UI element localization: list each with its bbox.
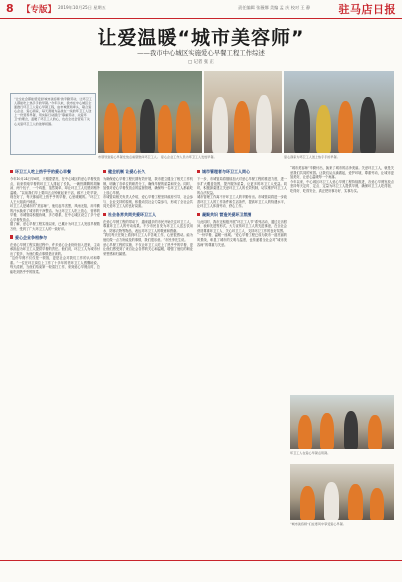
article-column-4 <box>290 166 394 391</box>
paragraph: 在爱心早餐工程实施过程中，许多爱心企业纷纷加入进来，主动承担起为环卫工人提供早餐的责任。他们说，环卫工人为城市付出了很多，为他们做点事情是应该的。 <box>10 242 100 256</box>
section-subheading: 健全机制 让爱心长久 <box>103 169 193 174</box>
page-footer <box>0 560 402 582</box>
paragraph: 市城管局相关负责人介绍，爱心早餐工程坚持政府引导、社会参与、企业支持的原则，积极动员社会力量参与，形成了全社会共同关爱环卫工人的良好局面。 <box>103 195 193 209</box>
photo-volunteers-serving <box>204 71 282 153</box>
paragraph: 爱心早餐工程的实施，不仅让环卫工人吃上了热乎乎的早餐，更让他们感受到了来自社会各界的关心和温暖，增强了他们的职业荣誉感和归属感。 <box>103 242 193 256</box>
paragraph: 环卫工人是城市的“美容师”，他们起早贪黑，风雨无阻，用辛勤的汗水换来了城市的干净整洁。为让环卫工人吃上放心、营养的早餐，市城管局积极协调，多方联系，在中心城区设立了多个爱心早餐发放点。 <box>10 204 100 222</box>
section-subheading: 城市管理者与环卫工人同心 <box>197 169 287 174</box>
editor-credits: 责任编辑 张薇娜 美编 孟 庆 校对 王 静 <box>238 5 311 10</box>
page-number: 8 <box>6 2 14 15</box>
paragraph: 下一步，市城管局将继续加大对爱心早餐工程的推进力度，进一步扩大覆盖范围，提升服务质量，让更多的环卫工人受益。同时，积极探索建立关爱环卫工人的长效机制，切实维护环卫工人的合法权益。 <box>197 177 287 195</box>
article-byline: □ 记者 张 正 <box>188 60 214 65</box>
paragraph: 为确保爱心早餐工程长期有效开展，我市建立健全了相关工作机制，明确了各单位的职责分工，确保早餐的质量和安全。同时，加强对爱心早餐发放点的监督管理，确保每一名环卫工人都能吃上放心早餐。 <box>103 177 193 195</box>
paragraph: “城市美容师”辛勤付出，换来了城市的洁净美丽。关爱环卫工人，就是关爱我们共同的家园。让我们从点滴做起，爱护环境，尊重劳动，让城市更加美好，让爱心温暖每一个角落。 <box>290 166 394 180</box>
section-subheading: 凝聚共识 营造关爱环卫氛围 <box>197 212 287 217</box>
article-column-2 <box>103 166 193 548</box>
paragraph: 据了解，爱心早餐工程实施以来，已累计为环卫工人发放早餐数万份，受到了广大环卫工人的一致好评。 <box>10 222 100 232</box>
photo-caption: 市领导到爱心早餐发放点看望慰问环卫工人。 爱心企业工作人员为环卫工人发放早餐。 <box>98 155 217 159</box>
photo-caption: “城市美容师”们在寒风中享受爱心早餐。 <box>290 522 346 526</box>
paragraph: 今年以来，中心城区环卫工人爱心早餐工程持续推进，各爱心早餐发放点坚持每天定时、定点、定量为环卫工人提供早餐，确保环卫工人吃得饱、吃得好、吃得安全，真正把好事办好、实事办实。 <box>290 179 394 193</box>
photo-workers-eating <box>290 395 394 449</box>
newspaper-masthead: 驻马店日报 <box>338 3 396 16</box>
paragraph: “这份早餐不仅仅是一顿饭，更是社会对我们工作的认可和尊重。”一位在环卫岗位上工作了十多年的老环卫工人感慨地说。每天清晨，当他们结束第一轮清扫工作，来到爱心早餐点时，总能吃到热乎乎的饭菜。 <box>10 256 100 274</box>
page-header <box>0 0 402 19</box>
editor-note-box: “让全社会都能感受到‘城市美容师’的辛勤劳动，让环卫工人都能吃上热乎乎的早餐。”今年以来，我市在中心城区全面推行环卫工人爱心早餐工程，由市城管局牵头，联合爱心企业、爱心商家，每天清晨为奋战在一线的环卫工人送上一份营养早餐，用实际行动践行“尊重劳动、关爱环卫”的理念，温暖了环卫工人的心，也在全社会营造了关心关爱环卫工人的浓厚氛围。 <box>10 93 96 155</box>
issue-date: 2019年10月25日 星期五 <box>58 5 106 10</box>
section-subheading: 环卫工人吃上热乎乎的爱心早餐 <box>10 169 100 174</box>
photo-caption: 环卫工人在爱心早餐点用餐。 <box>290 451 331 455</box>
section-tag: 【专版】 <box>22 5 57 15</box>
photo-caption: 爱心商家为环卫工人送上热乎乎的早餐。 <box>284 155 340 159</box>
article-column-3 <box>197 166 287 548</box>
paragraph: 与此同时，我市还积极开展“环卫工人节”系列活动，通过走访慰问、表彰先进等形式，大力宣传环卫工人的先进事迹，在全社会营造尊重环卫工人、关心环卫工人、支持环卫工作的良好氛围。 <box>197 219 287 233</box>
paragraph: “一份早餐，温暖一座城。”爱心早餐工程已成为我市一道亮丽的风景线，彰显了城市的文明与温度，也传递着全社会对“城市美容师”的尊重与关爱。 <box>197 233 287 247</box>
paragraph: 今年10月24日早6时，天刚蒙蒙亮，在中心城区的爱心早餐发放点，前来领取早餐的环卫工人排起了长队，一碗热腾腾的胡辣汤、两个包子、一个鸡蛋，虽然简单，却让环卫工人们感到格外温暖。“以前我们早上要四五点钟就起来干活，顾不上吃早饭，现在好了，每天都能吃上热乎乎的早餐，心里暖暖的。”环卫工人王大姐高兴地说。 <box>10 177 100 204</box>
section-subheading: 爱心企业争相参与 <box>10 235 100 240</box>
section-subheading: 社会各界共同关爱环卫工人 <box>103 212 193 217</box>
photo-sanitation-workers-breakfast <box>98 71 202 153</box>
article-headline: 让爱温暖“城市美容师” <box>97 27 305 49</box>
article-column-1 <box>10 166 100 548</box>
photo-workers-winter-breakfast <box>290 464 394 520</box>
paragraph: “我们每天在街上看到环卫工人辛苦地工作，心里很感动。能为他们做一点力所能及的事情，我们很乐意。”市民李先生说。 <box>103 233 193 243</box>
photo-street-breakfast-point <box>284 71 394 153</box>
paragraph: 在爱心早餐工程的带动下，越来越多的市民开始关注环卫工人，尊重环卫工人的劳动成果。不少市民自发为环卫工人送去饮用水、防寒衣物等物品，表达对环卫工人的敬意和感谢。 <box>103 219 193 233</box>
paragraph: 城市管理工作离不开环卫工人的辛勤付出。市城管局将进一步改善环卫工人的工作条件和生活条件，提高环卫工人的待遇水平，让环卫工人体面劳动、舒心工作。 <box>197 195 287 209</box>
article-subheadline: ——我市中心城区实施爱心早餐工程工作综述 <box>137 49 265 57</box>
